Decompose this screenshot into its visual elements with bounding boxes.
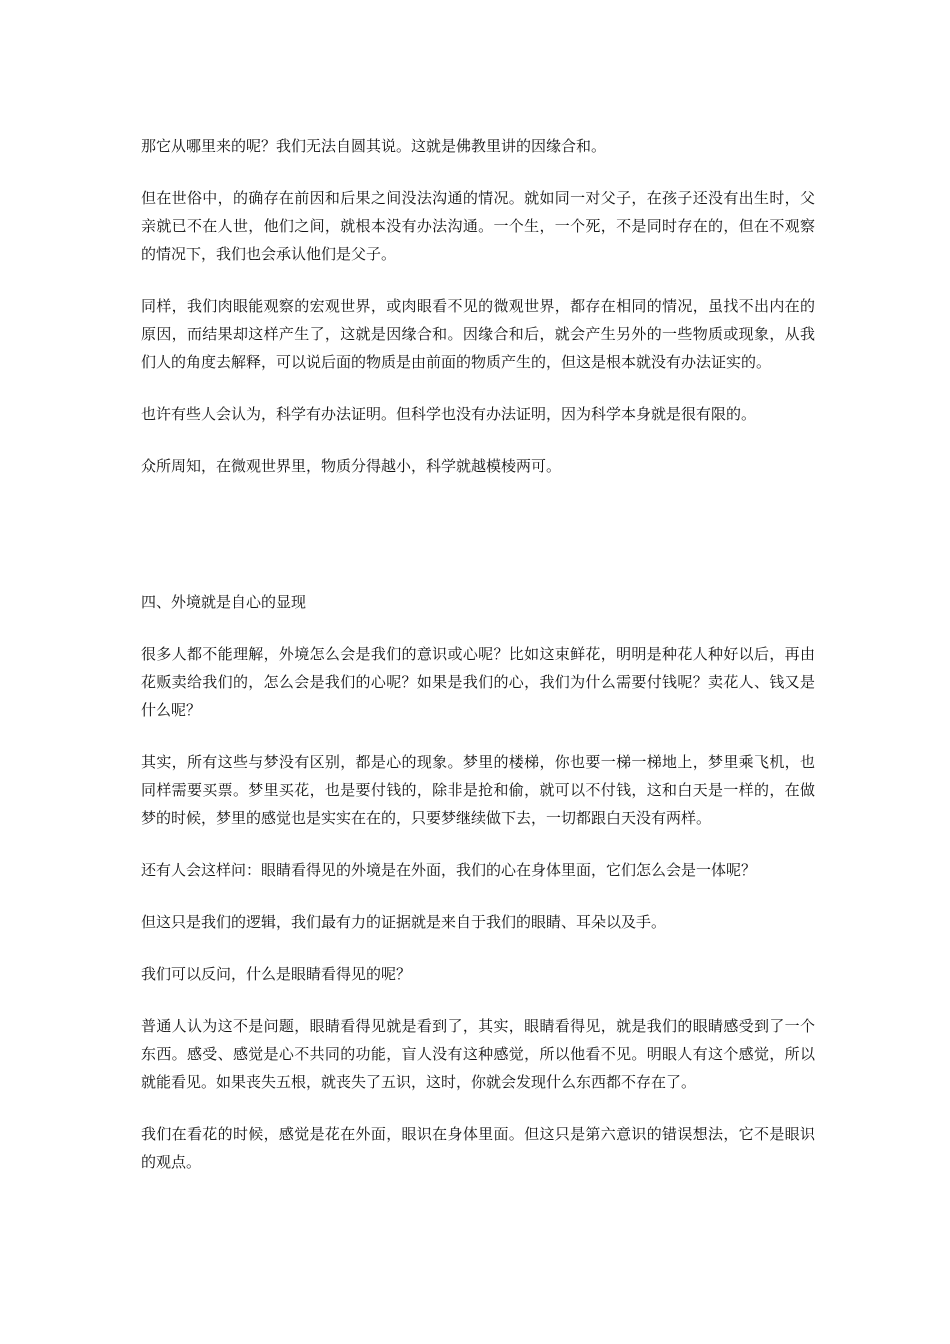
section-heading: 四、外境就是自心的显现	[141, 593, 307, 611]
paragraph-2-7: 我们在看花的时候，感觉是花在外面，眼识在身体里面。但这只是第六意识的错误想法，它不是眼识的观点。	[141, 1125, 815, 1171]
paragraph-2-5: 我们可以反问，什么是眼睛看得见的呢？	[141, 965, 412, 983]
paragraph-1-5: 众所周知，在微观世界里，物质分得越小，科学就越模棱两可。	[141, 457, 562, 475]
paragraph-2-2: 其实，所有这些与梦没有区别，都是心的现象。梦里的楼梯，你也要一梯一梯地上，梦里乘飞机，也同样需要买票。梦里买花，也是要付钱的，除非是抢和偷，就可以不付钱，这和白天是一样的，在做梦的时候，梦里的感觉也是实实在在的，只要梦继续做下去，一切都跟白天没有两样。	[141, 753, 815, 827]
paragraph-2-1: 很多人都不能理解，外境怎么会是我们的意识或心呢？比如这束鲜花，明明是种花人种好以后，再由花贩卖给我们的，怎么会是我们的心呢？如果是我们的心，我们为什么需要付钱呢？卖花人、钱又是什么呢？	[141, 645, 815, 719]
paragraph-1-2: 但在世俗中，的确存在前因和后果之间没法沟通的情况。就如同一对父子，在孩子还没有出生时，父亲就已不在人世，他们之间，就根本没有办法沟通。一个生，一个死，不是同时存在的，但在不观察的情况下，我们也会承认他们是父子。	[141, 189, 815, 263]
document-body	[141, 132, 815, 1200]
section-gap	[141, 504, 815, 588]
paragraph-2-4: 但这只是我们的逻辑，我们最有力的证据就是来自于我们的眼睛、耳朵以及手。	[141, 913, 667, 931]
paragraph-1-3: 同样，我们肉眼能观察的宏观世界，或肉眼看不见的微观世界，都存在相同的情况，虽找不出内在的原因，而结果却这样产生了，这就是因缘合和。因缘合和后，就会产生另外的一些物质或现象，从我们人的角度去解释，可以说后面的物质是由前面的物质产生的，但这是根本就没有办法证实的。	[141, 297, 815, 371]
paragraph-1-4: 也许有些人会认为，科学有办法证明。但科学也没有办法证明，因为科学本身就是很有限的。	[141, 405, 757, 423]
paragraph-2-3: 还有人会这样问：眼睛看得见的外境是在外面，我们的心在身体里面，它们怎么会是一体呢？	[141, 861, 757, 879]
paragraph-2-6: 普通人认为这不是问题，眼睛看得见就是看到了，其实，眼睛看得见，就是我们的眼睛感受到了一个东西。感受、感觉是心不共同的功能，盲人没有这种感觉，所以他看不见。明眼人有这个感觉，所以就能看见。如果丧失五根，就丧失了五识，这时，你就会发现什么东西都不存在了。	[141, 1017, 815, 1091]
paragraph-1-1: 那它从哪里来的呢？我们无法自圆其说。这就是佛教里讲的因缘合和。	[141, 137, 607, 155]
